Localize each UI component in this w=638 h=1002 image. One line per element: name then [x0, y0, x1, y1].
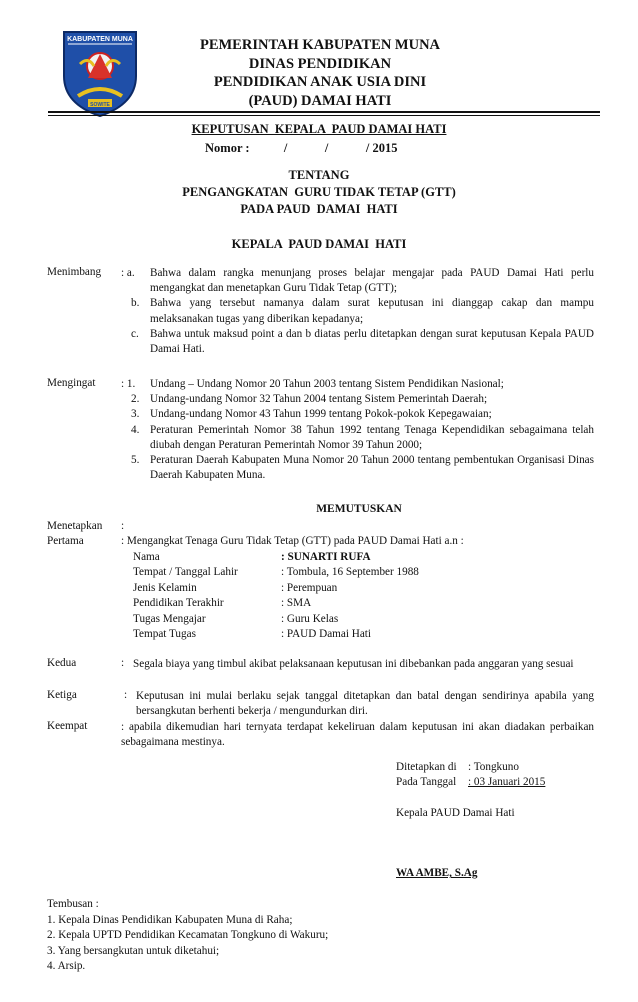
list-item: 5. Peraturan Daerah Kabupaten Muna Nomor 20 Tahun 2000 tentang pembentukan Organisasi Dinas Daerah Kabupaten Muna.: [131, 454, 594, 482]
appointee-fields: [133, 550, 419, 642]
keempat-label: Keempat: [47, 720, 88, 732]
keempat-text: : apabila dikemudian hari ternyata terdapat kekeliruan dalam keputusan ini akan diadakan perbaikan sebagaimana mestinya.: [121, 721, 594, 749]
list-item: : 1. Undang – Undang Nomor 20 Tahun 2003 tentang Sistem Pendidikan Nasional;: [121, 378, 504, 390]
kedua-text: Segala biaya yang timbul akibat pelaksanaan keputusan ini dibebankan pada anggaran yang sesuai: [133, 658, 574, 670]
signature-block: [396, 760, 545, 821]
list-item: 2. Undang-undang Nomor 32 Tahun 2004 tentang Sistem Pemerintah Daerah;: [131, 393, 488, 406]
menimbang-list: [121, 266, 594, 357]
ketiga-colon: :: [124, 689, 128, 701]
logo-bottom-text: SOWITE: [90, 102, 110, 108]
signer-position: Kepala PAUD Damai Hati: [396, 806, 515, 819]
decree-number: Nomor : / / / 2015: [205, 141, 398, 155]
tembusan-block: [47, 897, 328, 975]
field-row: Tempat / Tanggal Lahir : Tombula, 16 September 1988: [133, 566, 419, 579]
list-item: : a. Bahwa dalam rangka menunjang proses belajar mengajar pada PAUD Damai Hati perlu mengangkat dan menetapkan Guru Tidak Tetap (GTT);: [121, 267, 594, 295]
letterhead-line: PEMERINTAH KABUPATEN MUNA: [199, 37, 441, 53]
tembusan-label: Tembusan :: [47, 898, 99, 910]
about-line-1: PENGANGKATAN GURU TIDAK TETAP (GTT): [182, 185, 456, 199]
letterhead: [160, 36, 480, 110]
kedua-label: Kedua: [47, 657, 77, 669]
letterhead-line: DINAS PENDIDIKAN: [248, 55, 392, 72]
menetapkan-colon: :: [121, 520, 125, 532]
kedua-colon: :: [121, 657, 125, 669]
field-row: Jenis Kelamin : Perempuan: [133, 581, 338, 594]
pertama-text: : Mengangkat Tenaga Guru Tidak Tetap (GTT) pada PAUD Damai Hati a.n :: [121, 535, 464, 547]
decree-title: KEPUTUSAN KEPALA PAUD DAMAI HATI: [191, 122, 447, 136]
list-item: 3. Yang bersangkutan untuk diketahui;: [47, 944, 220, 957]
regency-logo: [58, 26, 142, 118]
field-row: Nama : SUNARTI RUFA: [133, 551, 371, 563]
signed-date: Pada Tanggal : 03 Januari 2015: [396, 776, 546, 789]
letterhead-rule-thick: [48, 111, 600, 113]
list-item: 2. Kepala UPTD Pendidikan Kecamatan Tongkuno di Wakuru;: [47, 929, 329, 942]
issuer-heading: KEPALA PAUD DAMAI HATI: [231, 237, 407, 251]
menimbang-label: Menimbang: [47, 266, 102, 278]
about-label: TENTANG: [288, 168, 350, 182]
letterhead-line: (PAUD) DAMAI HATI: [248, 92, 392, 109]
letterhead-line: PENDIDIKAN ANAK USIA DINI: [213, 74, 427, 91]
mengingat-list: [121, 377, 594, 483]
ketiga-text: Keputusan ini mulai berlaku sejak tanggal ditetapkan dan batal dengan sendirinya apabila yang bersangkutan berhenti bekerja / mengundurkan diri.: [136, 690, 594, 718]
pertama-label: Pertama: [47, 535, 84, 547]
list-item: 3. Undang-undang Nomor 43 Tahun 1999 tentang Pokok-pokok Kepegawaian;: [131, 408, 492, 421]
ketiga-label: Ketiga: [47, 689, 77, 701]
signer-name: WA AMBE, S.Ag: [396, 867, 478, 879]
list-item: b. Bahwa yang tersebut namanya dalam surat keputusan ini dianggap cakap dan mampu melaksanakan tugas yang diberikan kepadanya;: [131, 297, 594, 325]
memutuskan-heading: MEMUTUSKAN: [316, 503, 402, 515]
field-row: Tugas Mengajar : Guru Kelas: [133, 612, 339, 625]
menetapkan-label: Menetapkan: [47, 520, 103, 532]
about-line-2: PADA PAUD DAMAI HATI: [240, 202, 398, 216]
list-item: 1. Kepala Dinas Pendidikan Kabupaten Muna di Raha;: [47, 913, 293, 926]
letterhead-rule-thin: [48, 115, 600, 116]
logo-top-text: KABUPATEN MUNA: [67, 36, 133, 43]
field-row: Pendidikan Terakhir : SMA: [133, 597, 312, 610]
field-row: Tempat Tugas : PAUD Damai Hati: [133, 628, 372, 641]
mengingat-label: Mengingat: [47, 377, 96, 389]
signed-place: Ditetapkan di : Tongkuno: [396, 761, 519, 773]
list-item: c. Bahwa untuk maksud point a dan b diatas perlu ditetapkan dengan surat keputusan Kepala PAUD Damai Hati.: [131, 327, 594, 356]
list-item: 4. Arsip.: [47, 960, 86, 973]
list-item: 4. Peraturan Pemerintah Nomor 38 Tahun 1992 tentang Tenaga Kependidikan sebagaimana telah diubah dengan Peraturan Pemerintah Nomor 39 Tahun 2000;: [131, 423, 594, 451]
